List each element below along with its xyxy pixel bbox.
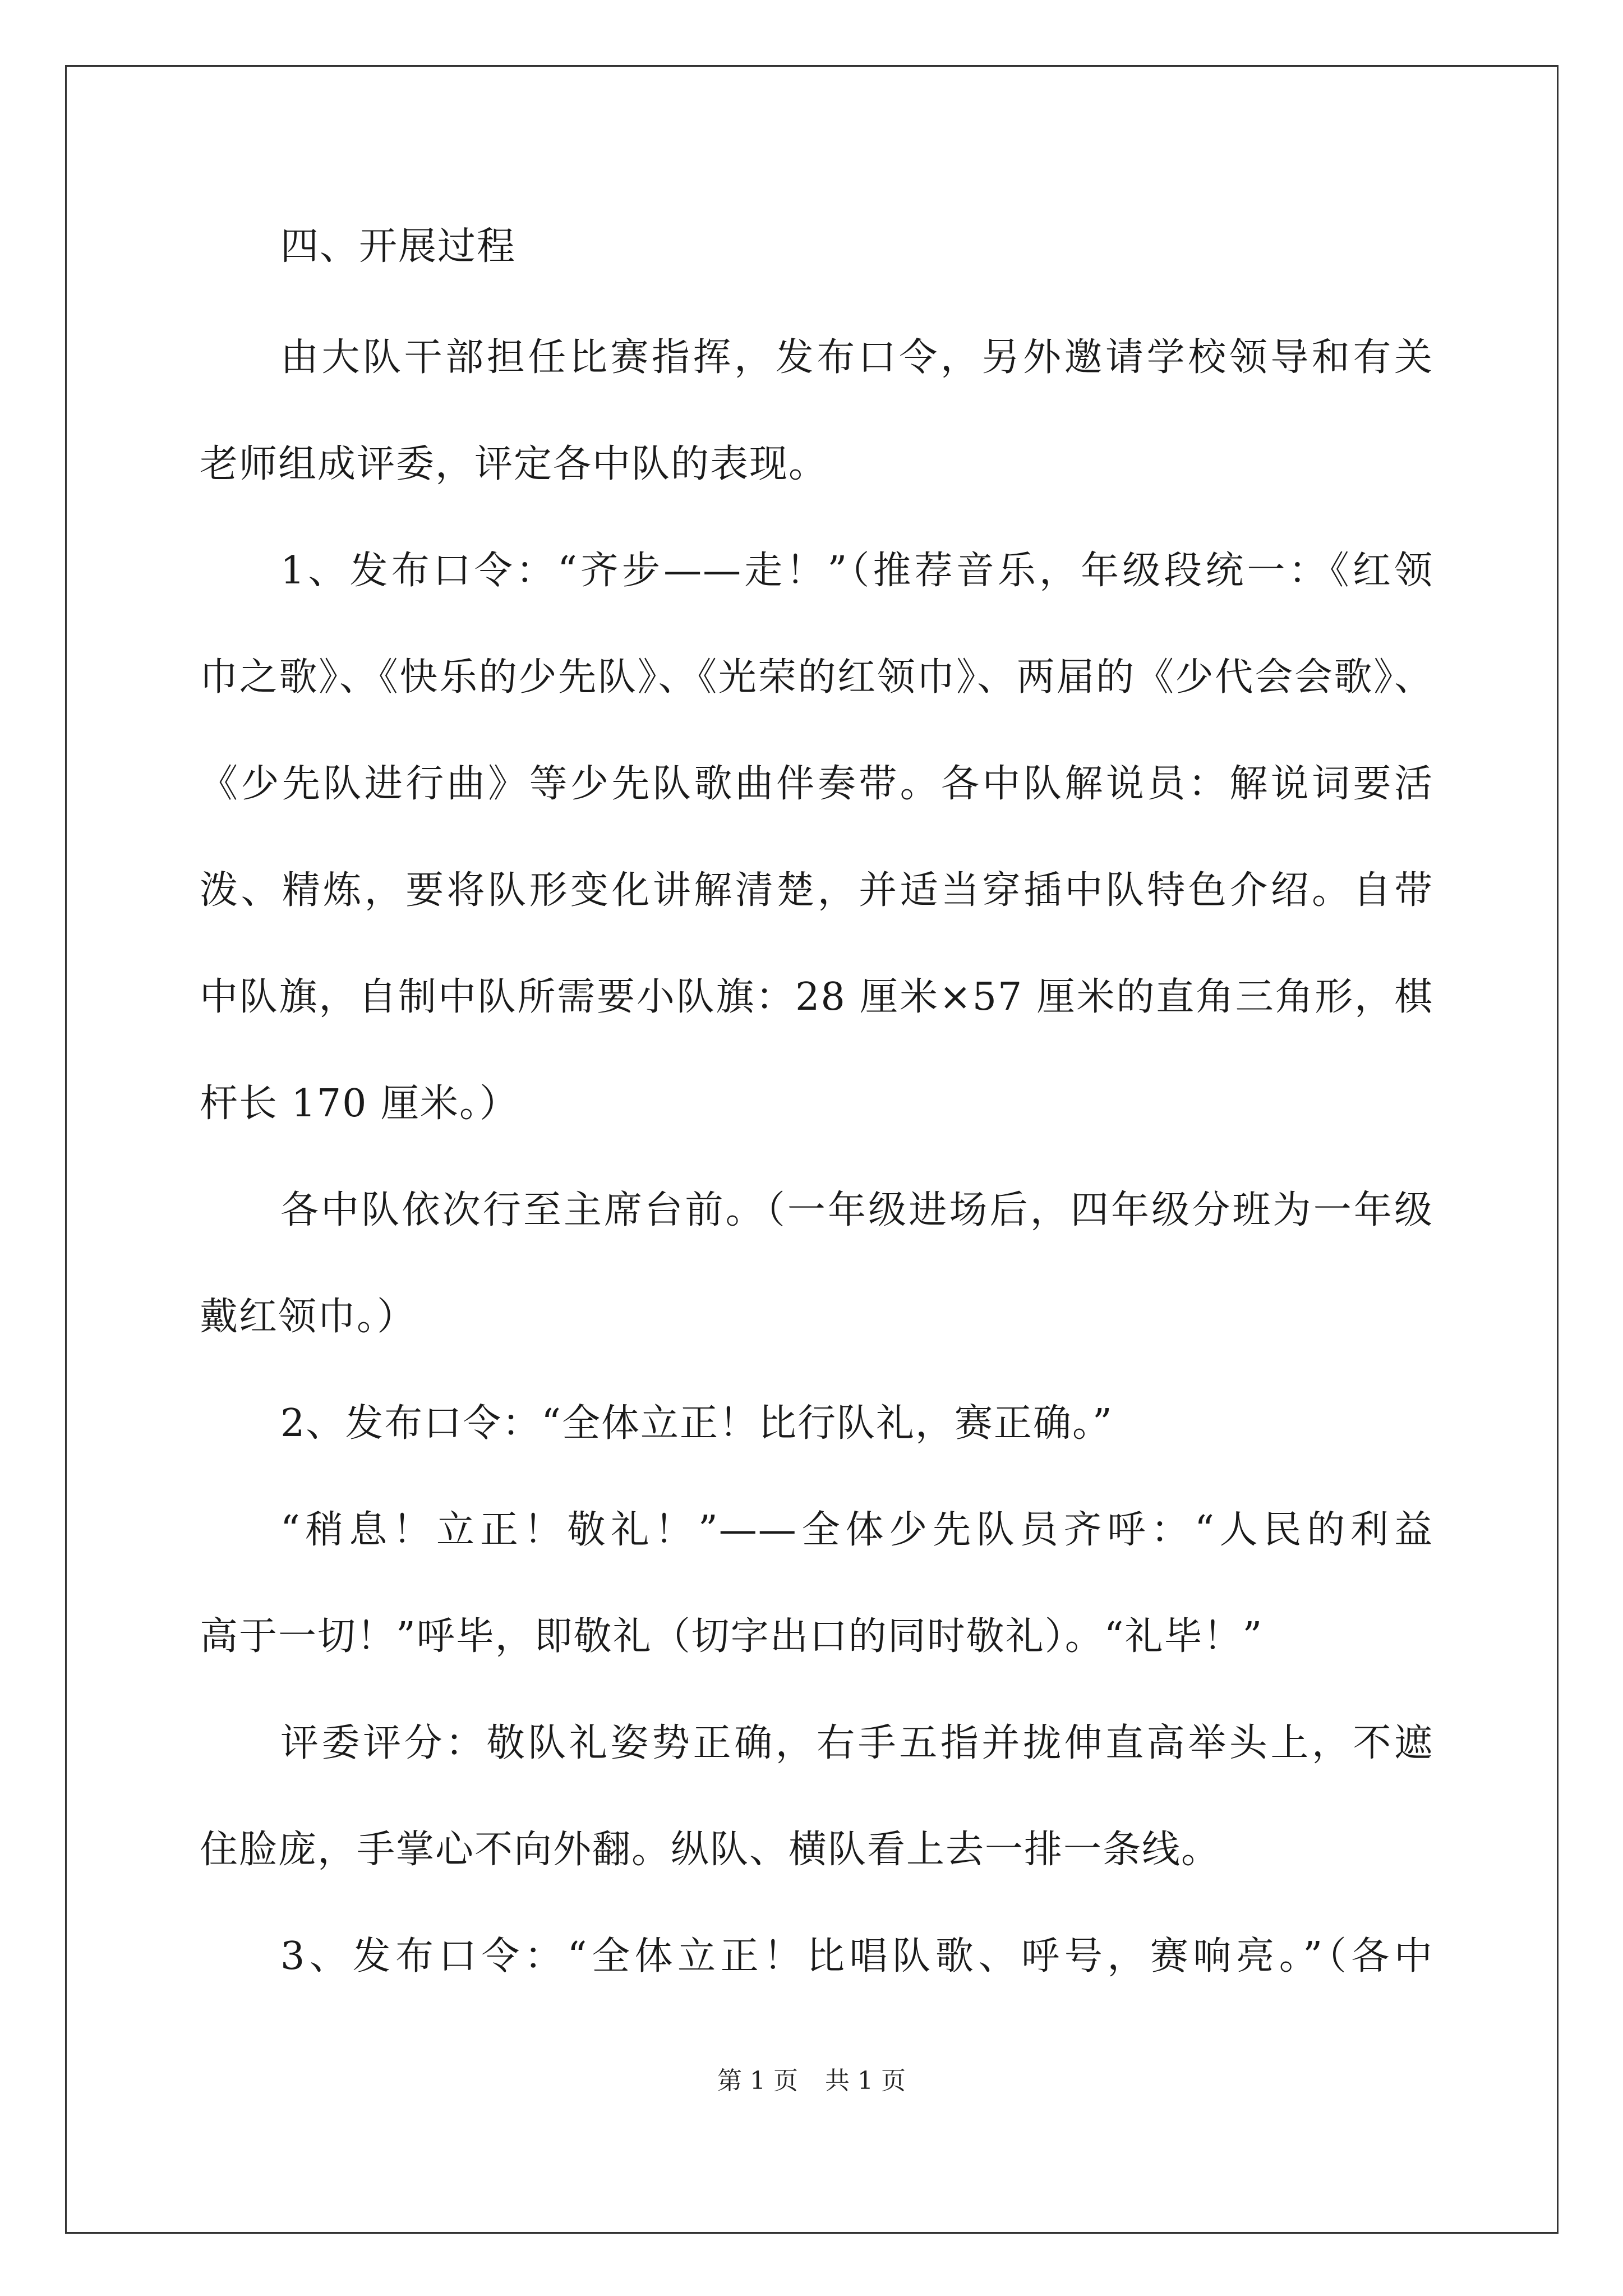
paragraph-line: 各中队依次行至主席台前。（一年级进场后，四年级分班为一年级: [280, 1188, 1433, 1232]
paragraph-line: 高于一切！”呼毕，即敬礼（切字出口的同时敬礼）。“礼毕！”: [200, 1614, 1264, 1659]
paragraph-line: 由大队干部担任比赛指挥，发布口令，另外邀请学校领导和有关: [280, 335, 1433, 380]
page-footer: [0, 2064, 1623, 2098]
paragraph-line: 中队旗，自制中队所需要小队旗：28 厘米×57 厘米的直角三角形，棋: [200, 975, 1433, 1019]
paragraph-line: 1、发布口令：“齐步——走！”（推荐音乐，年级段统一：《红领: [280, 549, 1433, 593]
paragraph-line: 泼、精炼，要将队形变化讲解清楚，并适当穿插中队特色介绍。自带: [200, 868, 1433, 913]
paragraph-line: 《少先队进行曲》等少先队歌曲伴奏带。各中队解说员：解说词要活: [200, 762, 1433, 806]
paragraph-line: 3、发布口令：“全体立正！比唱队歌、呼号，赛响亮。”（各中: [280, 1934, 1433, 1978]
section-heading: 四、开展过程: [280, 224, 517, 269]
page-total: 共 1 页: [825, 2067, 906, 2095]
page-number: 第 1 页: [717, 2067, 798, 2095]
paragraph-line: 戴红领巾。）: [200, 1295, 417, 1339]
paragraph-line: 杆长 170 厘米。）: [200, 1082, 519, 1126]
paragraph-line: 巾之歌》、《快乐的少先队》、《光荣的红领巾》、两届的《少代会会歌》、: [200, 655, 1433, 700]
paragraph-line: “稍息！立正！敬礼！”——全体少先队员齐呼：“人民的利益: [280, 1508, 1433, 1552]
paragraph-line: 评委评分：敬队礼姿势正确，右手五指并拢伸直高举头上，不遮: [280, 1721, 1433, 1765]
paragraph-line: 2、发布口令：“全体立正！比行队礼，赛正确。”: [280, 1401, 1113, 1446]
paragraph-line: 住脸庞，手掌心不向外翻。纵队、横队看上去一排一条线。: [200, 1828, 1221, 1872]
page-border: [65, 65, 1559, 2234]
paragraph-line: 老师组成评委，评定各中队的表现。: [200, 442, 828, 486]
